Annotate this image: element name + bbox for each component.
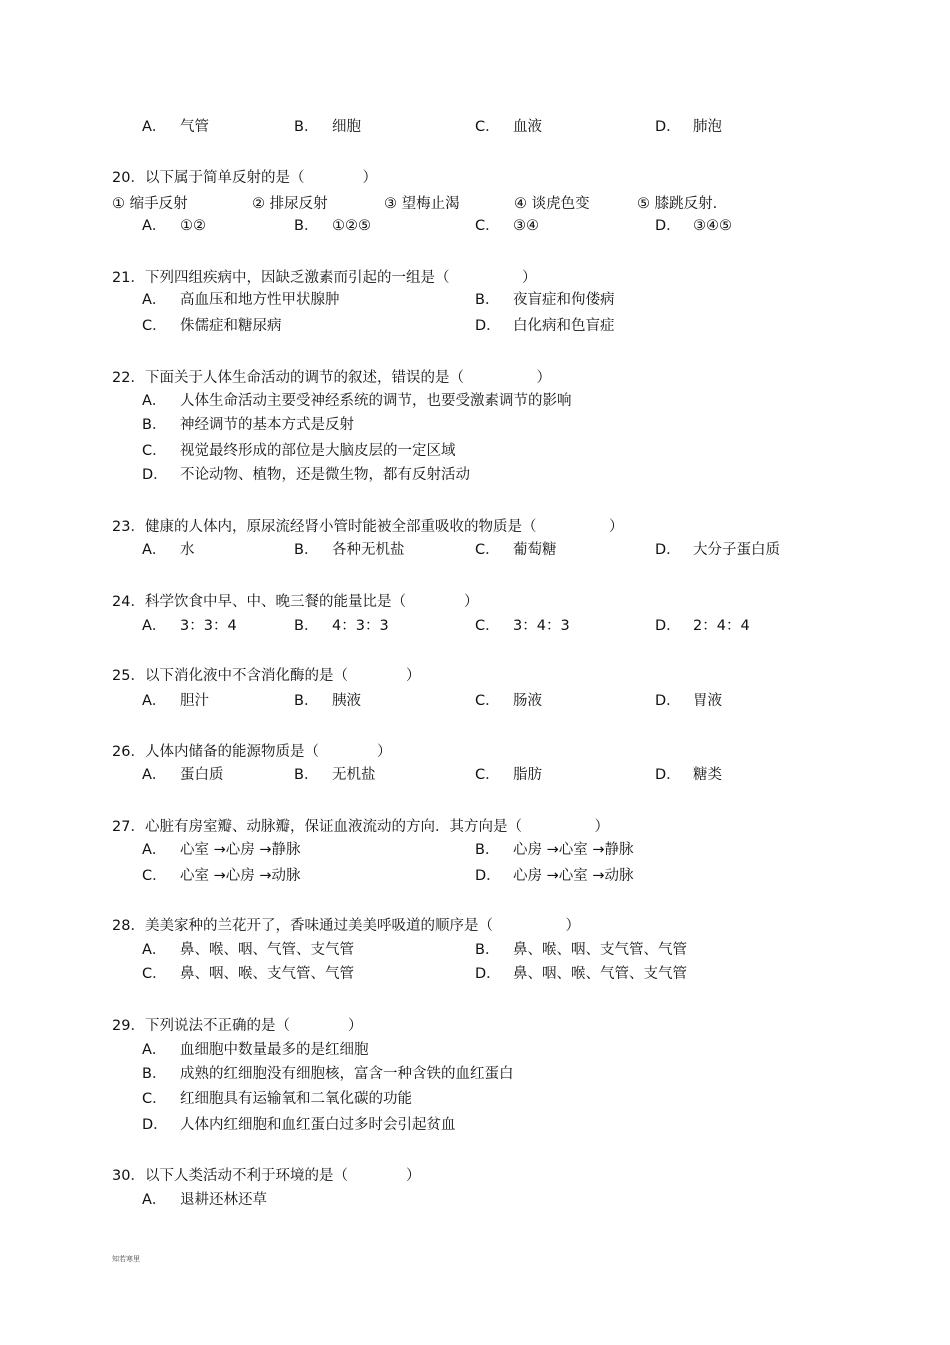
q20-item-2: ② 排尿反射: [252, 196, 328, 212]
q29-stem: 29．下列说法不正确的是（ ）: [112, 1018, 363, 1034]
q23-stem: 23．健康的人体内，原尿流经肾小管时能被全部重吸收的物质是（ ）: [112, 519, 624, 535]
q20-item-4: ④ 谈虎色变: [514, 196, 590, 212]
q28-stem: 28．美美家种的兰花开了，香味通过美美呼吸道的顺序是（ ）: [112, 918, 580, 934]
q24-stem: 24．科学饮食中早、中、晚三餐的能量比是（ ）: [112, 594, 479, 610]
q25-stem: 25．以下消化液中不含消化酶的是（ ）: [112, 668, 421, 684]
q20-stem: 20．以下属于简单反射的是（ ）: [112, 170, 377, 186]
page-footer: 知若寒里: [112, 1255, 140, 1263]
q22-stem: 22．下面关于人体生命活动的调节的叙述，错误的是（ ）: [112, 370, 551, 386]
q27-stem: 27．心脏有房室瓣、动脉瓣，保证血液流动的方向．其方向是（ ）: [112, 819, 609, 835]
q30-stem: 30．以下人类活动不利于环境的是（ ）: [112, 1168, 421, 1184]
q20-item-3: ③ 望梅止渴: [384, 196, 460, 212]
q20-item-1: ① 缩手反射: [112, 196, 188, 212]
q26-stem: 26．人体内储备的能源物质是（ ）: [112, 744, 392, 760]
q21-stem: 21．下列四组疾病中，因缺乏激素而引起的一组是（ ）: [112, 270, 537, 286]
q20-item-5: ⑤ 膝跳反射.: [637, 196, 718, 212]
